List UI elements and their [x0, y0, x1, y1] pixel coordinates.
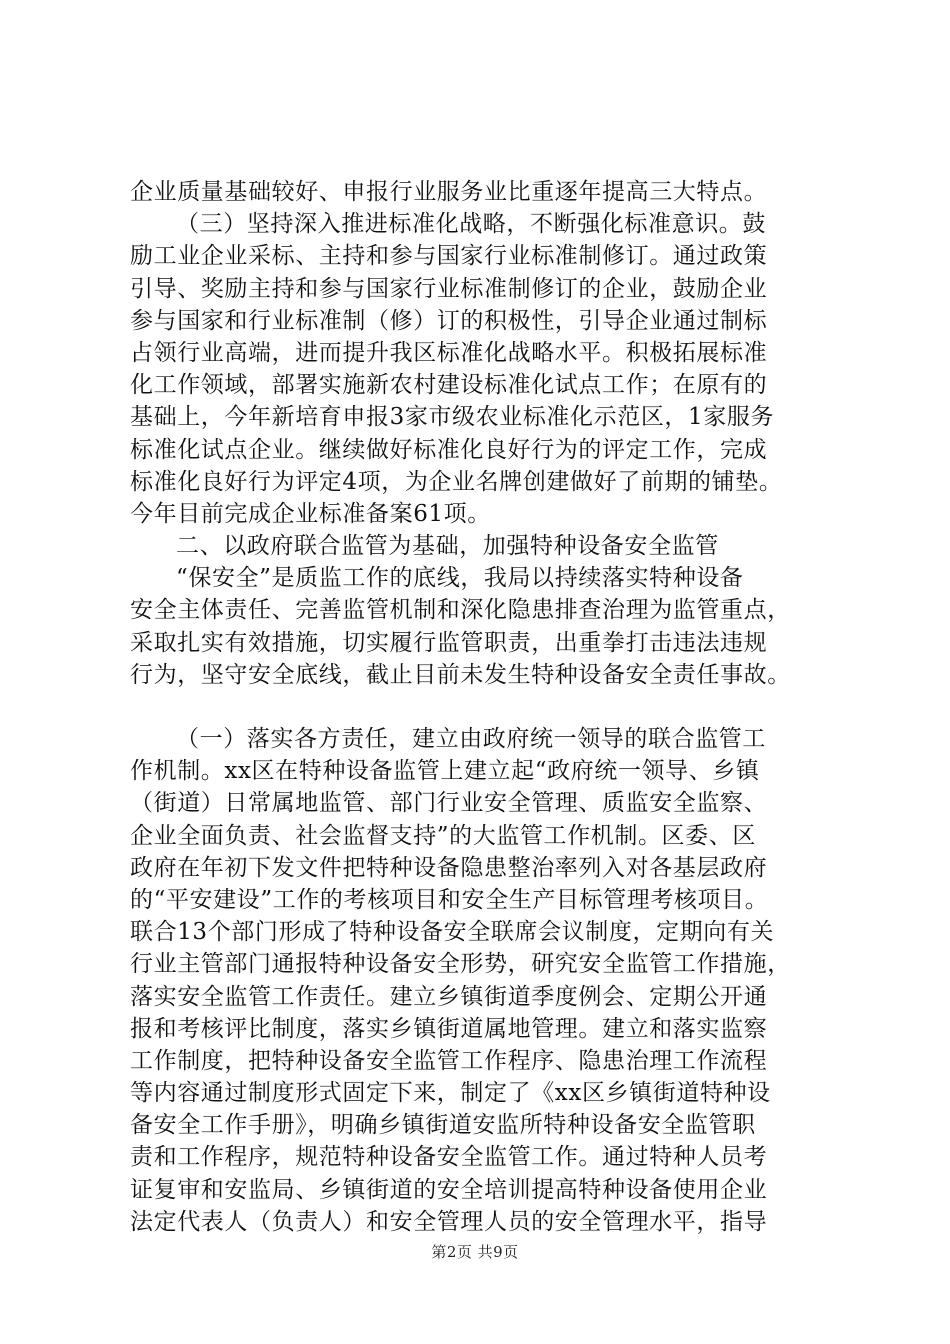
text-line: 联合13个部门形成了特种设备安全联席会议制度，定期向有关 — [130, 919, 775, 946]
text-line: 作机制。xx区在特种设备监管上建立起“政府统一领导、乡镇 — [130, 758, 760, 785]
text-line: 励工业企业采标、主持和参与国家行业标准制修订。通过政策 — [130, 243, 768, 270]
text-line: 报和考核评比制度，落实乡镇街道属地管理。建立和落实监察 — [130, 1015, 768, 1042]
text-line: 占领行业高端，进而提升我区标准化战略水平。积极拓展标准 — [130, 339, 768, 366]
paragraph-heading-responsibility: （一）落实各方责任，建立由政府统一领导的联合监管工 — [176, 726, 766, 752]
text-line: 政府在年初下发文件把特种设备隐患整治率列入对各基层政府 — [130, 854, 768, 881]
text-line: 行为，坚守安全底线，截止目前未发生特种设备安全责任事故。 — [130, 661, 791, 688]
text-line: 证复审和安监局、乡镇街道的安全培训提高特种设备使用企业 — [130, 1176, 768, 1203]
text-line: （街道）日常属地监管、部门行业安全管理、质监安全监察、 — [130, 790, 768, 817]
text-line: 企业质量基础较好、申报行业服务业比重逐年提高三大特点。 — [130, 179, 768, 205]
section-heading-safety: 二、以政府联合监管为基础，加强特种设备安全监管 — [176, 533, 719, 560]
text-line: 企业全面负责、社会监督支持”的大监管工作机制。区委、区 — [130, 822, 756, 849]
text-line: 今年目前完成企业标准备案61项。 — [130, 500, 491, 527]
text-line: 的“平安建设”工作的考核项目和安全生产目标管理考核项目。 — [130, 886, 769, 913]
text-line: 工作制度，把特种设备安全监管工作程序、隐患治理工作流程 — [130, 1047, 768, 1074]
paragraph-gap — [130, 691, 830, 723]
text-line: 安全主体责任、完善监管机制和深化隐患排查治理为监管重点， — [130, 597, 791, 624]
text-line: 标准化试点企业。继续做好标准化良好行为的评定工作，完成 — [130, 436, 768, 463]
text-line: 行业主管部门通报特种设备安全形势，研究安全监管工作措施， — [130, 951, 791, 978]
text-line: 化工作领域，部署实施新农村建设标准化试点工作；在原有的 — [130, 372, 768, 399]
paragraph-start-safety: “保安全”是质监工作的底线，我局以持续落实特种设备 — [176, 565, 744, 592]
text-line: 标准化良好行为评定4项，为企业名牌创建做好了前期的铺垫。 — [130, 468, 783, 495]
page-number-footer: 第2页 共9页 — [431, 1243, 519, 1261]
text-line: 等内容通过制度形式固定下来，制定了《xx区乡镇街道特种设 — [130, 1080, 771, 1107]
text-line: 采取扎实有效措施，切实履行监管职责，出重拳打击违法违规 — [130, 629, 768, 656]
text-line: 引导、奖励主持和参与国家行业标准制修订的企业，鼓励企业 — [130, 275, 768, 302]
text-line: 基础上，今年新培育申报3家市级农业标准化示范区，1家服务 — [130, 404, 775, 431]
paragraph-heading-standardization: （三）坚持深入推进标准化战略，不断强化标准意识。鼓 — [176, 211, 766, 238]
text-line: 法定代表人（负责人）和安全管理人员的安全管理水平，指导 — [130, 1208, 768, 1235]
document-body — [130, 176, 830, 1238]
text-line: 责和工作程序，规范特种设备安全监管工作。通过特种人员考 — [130, 1144, 768, 1171]
text-line: 备安全工作手册》，明确乡镇街道安监所特种设备安全监管职 — [130, 1112, 756, 1139]
text-line: 参与国家和行业标准制（修）订的积极性，引导企业通过制标 — [130, 307, 768, 334]
text-line: 落实安全监管工作责任。建立乡镇街道季度例会、定期公开通 — [130, 983, 768, 1010]
